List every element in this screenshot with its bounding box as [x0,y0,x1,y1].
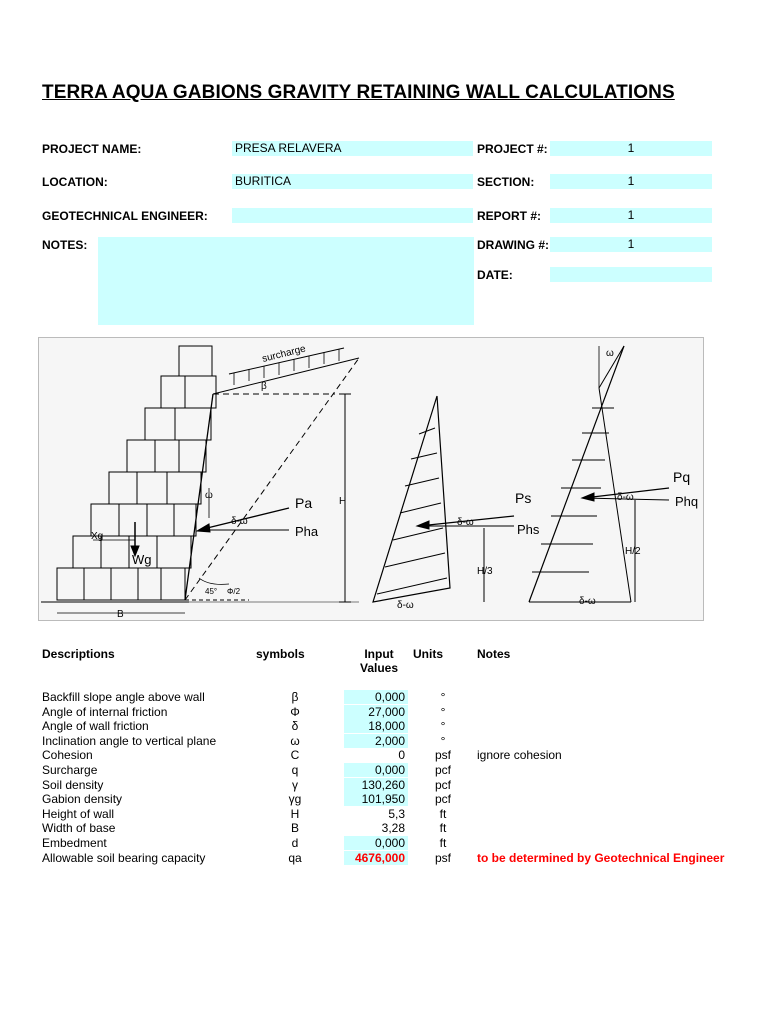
row-input-value[interactable]: 3,28 [381,821,405,836]
notes-field[interactable] [98,237,474,325]
row-input-value[interactable]: 0,000 [344,763,408,777]
row-unit: psf [434,748,451,763]
pha-label: Pha [295,524,319,539]
row-symbol: q [291,763,299,777]
delta-omega-label-bottom: δ-ω [397,600,414,611]
gabion-row-6 [145,408,211,440]
row-symbol: δ [291,719,299,734]
row-description: Height of wall [42,806,115,821]
retaining-wall-diagram [38,337,704,621]
location-field[interactable]: BURITICA [232,174,473,189]
row-unit: pcf [434,763,451,777]
section-field[interactable]: 1 [550,174,712,189]
input-values-header: Input Values [359,647,399,675]
row-description: Angle of internal friction [42,704,168,719]
row-unit: ° [440,733,446,748]
row-description: Width of base [42,821,116,836]
h2-label: H/2 [625,546,641,557]
ps-label: Ps [515,490,532,506]
phq-label: Phq [675,494,699,509]
beta-label: β [261,381,267,392]
delta-omega-label-right-bottom: δ-ω [579,596,596,607]
row-input-value[interactable]: 0,000 [344,690,408,704]
report-number-label: REPORT #: [477,209,542,223]
row-symbol: B [290,821,299,836]
drawing-number-field[interactable]: 1 [550,237,712,252]
omega-label-wall: ω [205,490,213,501]
row-unit: ° [440,719,446,734]
row-symbol: γ [292,777,298,792]
surcharge-pressure-diagram [529,346,669,602]
pa-label: Pa [295,495,313,511]
row-unit: ft [439,821,447,836]
row-description: Embedment [42,836,107,850]
row-description: Soil density [42,777,104,792]
row-description: Cohesion [42,748,93,763]
row-description: Inclination angle to vertical plane [42,733,217,748]
row-input-value[interactable]: 2,000 [344,734,408,748]
row-note: ignore cohesion [477,748,562,763]
gabion-row-4 [109,472,201,504]
date-field[interactable] [550,267,712,282]
row-symbol: β [291,690,299,704]
row-unit: pcf [434,777,451,792]
row-input-value[interactable]: 18,000 [344,719,408,733]
gabion-row-5 [127,440,206,472]
phs-label: Phs [517,522,540,537]
row-symbol: d [291,836,299,850]
section-label: SECTION: [477,175,535,189]
project-name-field[interactable]: PRESA RELAVERA [232,141,473,156]
row-note: to be determined by Geotechnical Engineer [477,850,725,865]
pq-label: Pq [673,469,691,485]
gabion-row-3 [91,504,196,536]
row-description: Surcharge [42,763,98,777]
b-label: B [117,609,124,620]
row-input-value[interactable]: 27,000 [344,705,408,719]
gabion-row-8 [179,346,212,376]
angle-45-label: 45° [205,587,218,596]
gabion-row-1 [57,568,185,600]
row-unit: ° [440,704,446,719]
row-unit: pcf [434,792,451,807]
row-description: Allowable soil bearing capacity [42,850,206,865]
gabion-row-7 [161,376,216,408]
h3-label: H/3 [477,566,493,577]
phi-half-label: Φ/2 [227,587,241,596]
delta-omega-label-wall: δ-ω [231,516,248,527]
row-unit: psf [434,850,451,865]
wg-label: Wg [132,552,152,567]
failure-plane-dashed [185,358,359,600]
soil-pressure-triangle [373,396,514,602]
xg-label: Xg [91,531,104,542]
notes-header: Notes [477,647,511,661]
h-label: H [339,496,347,507]
delta-omega-label-right: δ-ω [617,492,634,503]
row-unit: ft [439,806,447,821]
row-description: Gabion density [42,792,123,807]
drawing-number-label: DRAWING #: [477,238,549,252]
row-symbol: H [290,806,300,821]
geotechnical-engineer-label: GEOTECHNICAL ENGINEER: [42,209,208,223]
row-unit: ft [439,836,447,850]
row-symbol: Φ [290,704,300,719]
row-input-value[interactable]: 5,3 [388,806,405,821]
row-input-value[interactable]: 130,260 [344,778,408,792]
project-number-label: PROJECT #: [477,142,548,156]
notes-label: NOTES: [42,238,88,252]
page-title: TERRA AQUA GABIONS GRAVITY RETAINING WALL CALCULATIONS [42,82,675,103]
row-symbol: qa [288,850,302,865]
row-symbol: γg [288,792,302,807]
row-symbol: C [290,748,300,763]
omega-label-right: ω [606,348,614,359]
row-unit: ° [440,690,446,704]
row-input-value[interactable]: 0 [398,748,405,763]
symbols-header: symbols [256,647,305,661]
surcharge-label: surcharge [261,343,307,365]
row-input-value[interactable]: 101,950 [344,792,408,806]
location-label: LOCATION: [42,175,108,189]
row-input-value[interactable]: 4676,000 [344,851,408,865]
report-number-field[interactable]: 1 [550,208,712,223]
row-description: Angle of wall friction [42,719,149,734]
row-description: Backfill slope angle above wall [42,690,205,704]
descriptions-header: Descriptions [42,647,115,661]
delta-omega-label-mid: δ-ω [457,517,474,528]
geotechnical-engineer-field[interactable] [232,208,473,223]
project-name-label: PROJECT NAME: [42,142,142,156]
date-label: DATE: [477,268,513,282]
row-input-value[interactable]: 0,000 [344,836,408,850]
project-number-field[interactable]: 1 [550,141,712,156]
units-header: Units [413,647,443,661]
row-symbol: ω [290,733,300,748]
